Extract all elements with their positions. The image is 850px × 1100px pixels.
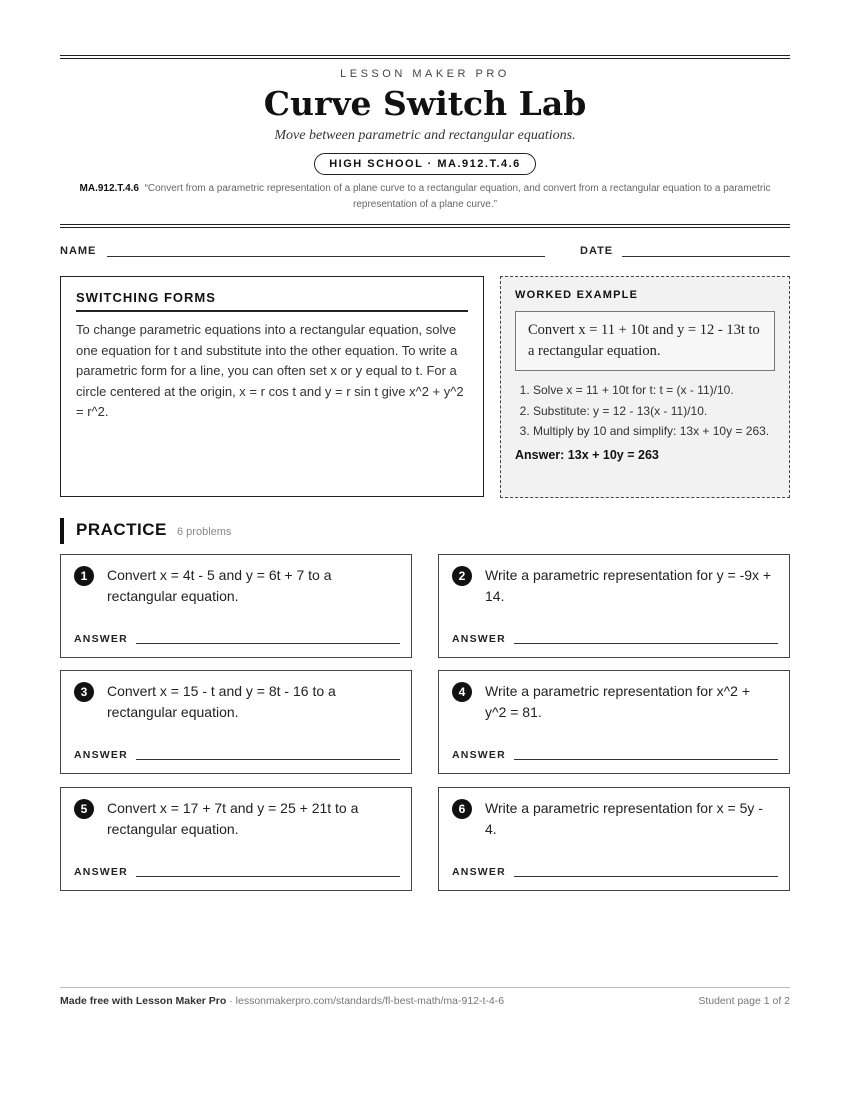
practice-problem-card	[60, 787, 412, 891]
answer-line[interactable]	[136, 876, 400, 877]
answer-line[interactable]	[136, 643, 400, 644]
answer-label: ANSWER	[452, 633, 506, 645]
practice-problem-card	[60, 670, 412, 774]
answer-label: ANSWER	[452, 866, 506, 878]
practice-problem-card	[438, 554, 790, 658]
problem-number: 3	[74, 682, 94, 702]
footer-page-number: Student page 1 of 2	[698, 995, 790, 1007]
example-answer: Answer: 13x + 10y = 263	[515, 447, 659, 462]
page-subtitle: Move between parametric and rectangular equations.	[274, 128, 576, 143]
answer-line[interactable]	[514, 759, 778, 760]
worked-example-box	[500, 276, 790, 498]
concept-box	[60, 276, 484, 497]
example-step: 2. Substitute: y = 12 - 13(x - 11)/10.	[533, 401, 775, 422]
footer-rule	[60, 987, 790, 988]
problem-text: Convert x = 4t - 5 and y = 6t + 7 to a rectangular equation.	[107, 567, 332, 604]
problem-number: 4	[452, 682, 472, 702]
date-line[interactable]	[622, 256, 790, 257]
practice-problem-card	[60, 554, 412, 658]
answer-label: ANSWER	[452, 749, 506, 761]
concept-heading: SWITCHING FORMS	[76, 290, 468, 312]
answer-label: ANSWER	[74, 749, 128, 761]
page-title: Curve Switch Lab	[263, 84, 587, 123]
answer-label: ANSWER	[74, 866, 128, 878]
problem-text: Convert x = 15 - t and y = 8t - 16 to a rectangular equation.	[107, 683, 336, 720]
answer-line[interactable]	[136, 759, 400, 760]
practice-header	[60, 518, 790, 544]
standard-code: MA.912.T.4.6	[79, 183, 139, 194]
footer-separator: ·	[226, 995, 236, 1007]
example-heading: WORKED EXAMPLE	[515, 289, 639, 301]
problem-number: 2	[452, 566, 472, 586]
practice-problem-card	[438, 787, 790, 891]
concept-body: To change parametric equations into a rectangular equation, solve one equation for t and substitute into the other equation. To write a parametric form for a line, you can often set x or y equal to t. For a circle centered at the origin, x = r cos t and y = r sin t give x^2 + y^2 = r^2.	[76, 322, 464, 419]
problem-text: Write a parametric representation for y = -9x + 14.	[485, 567, 772, 604]
header-top-rule	[60, 55, 790, 59]
name-label: NAME	[60, 245, 97, 257]
practice-problem-card	[438, 670, 790, 774]
example-steps	[515, 380, 775, 442]
footer-url[interactable]: lessonmakerpro.com/standards/fl-best-math/ma-912-t-4-6	[235, 995, 505, 1007]
answer-line[interactable]	[514, 876, 778, 877]
problem-number: 6	[452, 799, 472, 819]
footer-credit	[60, 995, 504, 1007]
answer-label: ANSWER	[74, 633, 128, 645]
problem-text: Convert x = 17 + 7t and y = 25 + 21t to a rectangular equation.	[107, 800, 359, 837]
header-bottom-rule	[60, 224, 790, 228]
standard-text: “Convert from a parametric representation of a plane curve to a rectangular equation, and convert from a rectangular equation to a parametric representation of a plane curve.”	[144, 183, 771, 210]
answer-line[interactable]	[514, 643, 778, 644]
example-problem: Convert x = 11 + 10t and y = 12 - 13t to a rectangular equation.	[515, 311, 775, 371]
practice-count: 6 problems	[177, 526, 232, 538]
problem-number: 1	[74, 566, 94, 586]
practice-title: PRACTICE	[76, 520, 167, 539]
grade-standard-badge: HIGH SCHOOL · MA.912.T.4.6	[314, 153, 536, 175]
footer-made-with: Made free with Lesson Maker Pro	[60, 995, 227, 1007]
problem-text: Write a parametric representation for x^2 + y^2 = 81.	[485, 683, 751, 720]
problem-number: 5	[74, 799, 94, 819]
grade-badge-wrap	[60, 153, 790, 175]
standard-description	[60, 181, 790, 213]
practice-accent-bar	[60, 518, 64, 544]
name-line[interactable]	[107, 256, 545, 257]
example-step: 1. Solve x = 11 + 10t for t: t = (x - 11)/10.	[533, 380, 775, 401]
date-label: DATE	[580, 245, 614, 257]
example-step: 3. Multiply by 10 and simplify: 13x + 10y = 263.	[533, 421, 775, 442]
problem-text: Write a parametric representation for x = 5y - 4.	[485, 800, 763, 837]
brand-name: LESSON MAKER PRO	[340, 68, 510, 80]
